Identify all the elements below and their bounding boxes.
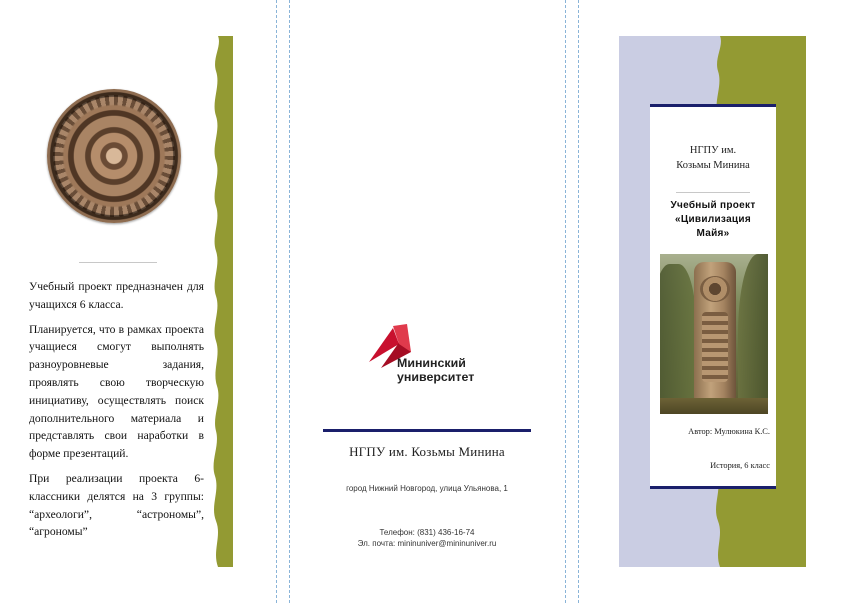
description-paragraph: При реализации проекта 6-классники делятся на 3 группы: “археологи”, “астрономы”, “агрономы” xyxy=(29,471,204,539)
cover-university-line: Козьмы Минина xyxy=(676,160,750,171)
project-description xyxy=(29,278,204,548)
divider-line xyxy=(79,262,157,263)
contact-block xyxy=(289,527,565,549)
logo-line: университет xyxy=(397,369,475,384)
project-title-line: «Цивилизация xyxy=(675,214,751,225)
inner-left-panel xyxy=(0,0,276,603)
cover-card xyxy=(650,104,776,489)
university-name: НГПУ им. Козьмы Минина xyxy=(349,444,505,459)
navy-rule xyxy=(323,429,531,432)
front-cover-panel xyxy=(578,0,855,603)
description-paragraph: Учебный проект предназначен для учащихся 6 класса. xyxy=(29,280,204,311)
olive-wavy-strip xyxy=(206,36,233,567)
back-middle-panel xyxy=(289,0,565,603)
author-text: Автор: Мулюкина К.С. xyxy=(688,427,770,436)
cover-university xyxy=(650,143,776,173)
cover-university-line: НГПУ им. xyxy=(689,145,737,156)
project-title-line: Учебный проект xyxy=(670,200,756,211)
description-paragraph: Планируется, что в рамках проекта учащиеся смогут выполнять разноуровневые задания, проявлять свою творческую инициативу, осуществлять поиск дополнительного материала и представлять свои наработки в форме презентаций. xyxy=(29,322,204,461)
project-title-line: Майя» xyxy=(696,228,730,239)
maya-stela-image xyxy=(660,254,768,414)
navy-rule-top xyxy=(650,104,776,107)
university-logo-text xyxy=(397,357,474,384)
address-text: город Нижний Новгород, улица Ульянова, 1 xyxy=(346,484,508,493)
project-title xyxy=(650,199,776,241)
aztec-calendar-image xyxy=(47,89,181,223)
subject-text: История, 6 класс xyxy=(710,461,770,470)
logo-line: Мининский xyxy=(397,356,466,370)
navy-rule-bottom xyxy=(650,486,776,489)
email-text: Эл. почта: mininuniver@mininuniver.ru xyxy=(357,539,497,548)
panel-divider xyxy=(276,0,277,603)
panel-divider xyxy=(565,0,566,603)
phone-text: Телефон: (831) 436-16-74 xyxy=(379,528,475,537)
divider-line xyxy=(676,192,750,193)
